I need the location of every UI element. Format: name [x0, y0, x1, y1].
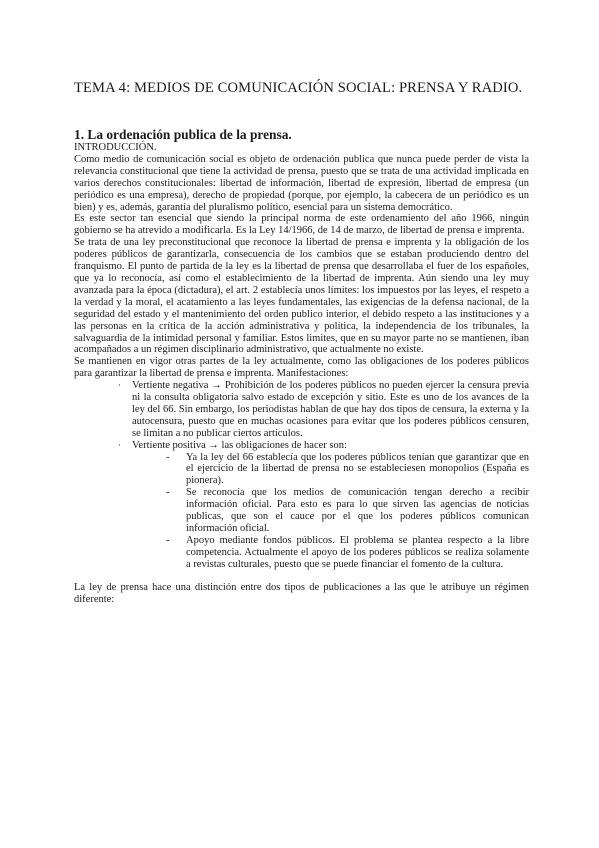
bullet-marker: ·: [118, 439, 121, 450]
bullet-item: [120, 380, 529, 440]
sub-list-item: [166, 534, 529, 571]
sub-list-text: Apoyo mediante fondos públicos. El problema se plantea respecto a la libre competencia. Actualmente el apoyo de los poderes públicos se realiza solamente a revistas culturales, puesto que se puede financiar el fomento de la cultura.: [186, 534, 529, 570]
dash-marker: -: [166, 451, 170, 463]
paragraph: Es este sector tan esencial que siendo la principal norma de este ordenamiento del año 1966, ningún gobierno se ha atrevido a modificarla. Es la Ley 14/1966, de 14 de marzo, de libertad de prensa e imprenta.: [74, 213, 529, 237]
sub-list-item: [166, 487, 529, 535]
bullet-text: Vertiente positiva → las obligaciones de hacer son:: [132, 439, 347, 451]
paragraph: Se mantienen en vigor otras partes de la ley actualmente, como las obligaciones de los poderes públicos para garantizar la libertad de prensa e imprenta. Manifestaciones:: [74, 356, 529, 380]
subheading: INTRODUCCIÓN.: [74, 142, 157, 153]
bullet-text: Vertiente negativa → Prohibición de los poderes públicos no pueden ejercer la censura previa ni la consulta obligatoria salvo estado de excepción y sitio. Este es uno de los avances de la ley del 66. Sin embargo, los periodistas hablan de que hay dos tipos de censura, la externa y la autocensura, puesto que en muchas ocasiones para evitar que los poderes públicos censuren, se limitan a no publicar ciertos artículos.: [132, 380, 529, 439]
sub-list-text: Se reconocía que los medios de comunicación tengan derecho a recibir información oficial. Para esto es para lo que sirven las agencias de noticias publicas, que son el cauce por el que los poderes públicos comunican información oficial.: [186, 487, 529, 534]
dash-marker: -: [166, 534, 170, 546]
bullet-item: [120, 440, 529, 571]
paragraph: Como medio de comunicación social es objeto de ordenación publica que nunca puede perder de vista la relevancia constitucional que tiene la actividad de prensa, puesto que se trata de una actividad implicada en varios derechos constitucionales: libertad de información, libertad de expresión, libertad de empresa (un periódico es una empresa), derecho de propiedad (porque, por ejemplo, la cabecera de un periódico es un bien) y es, además, garantía del pluralismo político, esencial para un sistema democrático.: [74, 153, 529, 213]
document-body: [74, 142, 529, 605]
section-heading: 1. La ordenación publica de la prensa.: [74, 127, 292, 142]
document-title: TEMA 4: MEDIOS DE COMUNICACIÓN SOCIAL: PRENSA Y RADIO.: [74, 80, 523, 96]
sub-list: [132, 452, 529, 571]
closing-paragraph: La ley de prensa hace una distinción entre dos tipos de publicaciones a las que le atribuye un régimen diferente:: [74, 581, 529, 605]
dash-marker: -: [166, 487, 170, 499]
bullet-marker: ·: [118, 380, 121, 391]
bullet-list: [74, 380, 529, 571]
paragraph: Se trata de una ley preconstitucional que reconoce la libertad de prensa e imprenta y la obligación de los poderes públicos de garantizarla, consecuencia de los cambios que se estaban produciendo dentro del franquismo. El punto de partida de la ley es la libertad de prensa que desarrollaba el fuer de los españoles, que ya lo reconocía, así como el establecimiento de la libertad de imprenta. Aún siendo una ley muy avanzada para la época (dictadura), el art. 2 establecía unos límites: los impuestos por las leyes, el respeto a la verdad y la moral, el acatamiento a las leyes fundamentales, las exigencias de la defensa nacional, de la seguridad del estado y el mantenimiento del orden publico interior, el debido respeto a las instituciones y a las personas en la crítica de la acción administrativa y política, la independencia de los tribunales, la salvaguardia de la intimidad personal y familiar. Estos limites, que en su mayor parte no se mantienen, iban acompañados a un régimen disciplinario administrativo, que actualmente no existe.: [74, 237, 529, 356]
sub-list-text: Ya la ley del 66 establecía que los poderes públicos tenían que garantizar que en el ejercicio de la libertad de prensa no se estableciesen monopolios (España es pionera).: [186, 451, 529, 487]
sub-list-item: [166, 451, 529, 488]
spacer: [74, 571, 529, 582]
